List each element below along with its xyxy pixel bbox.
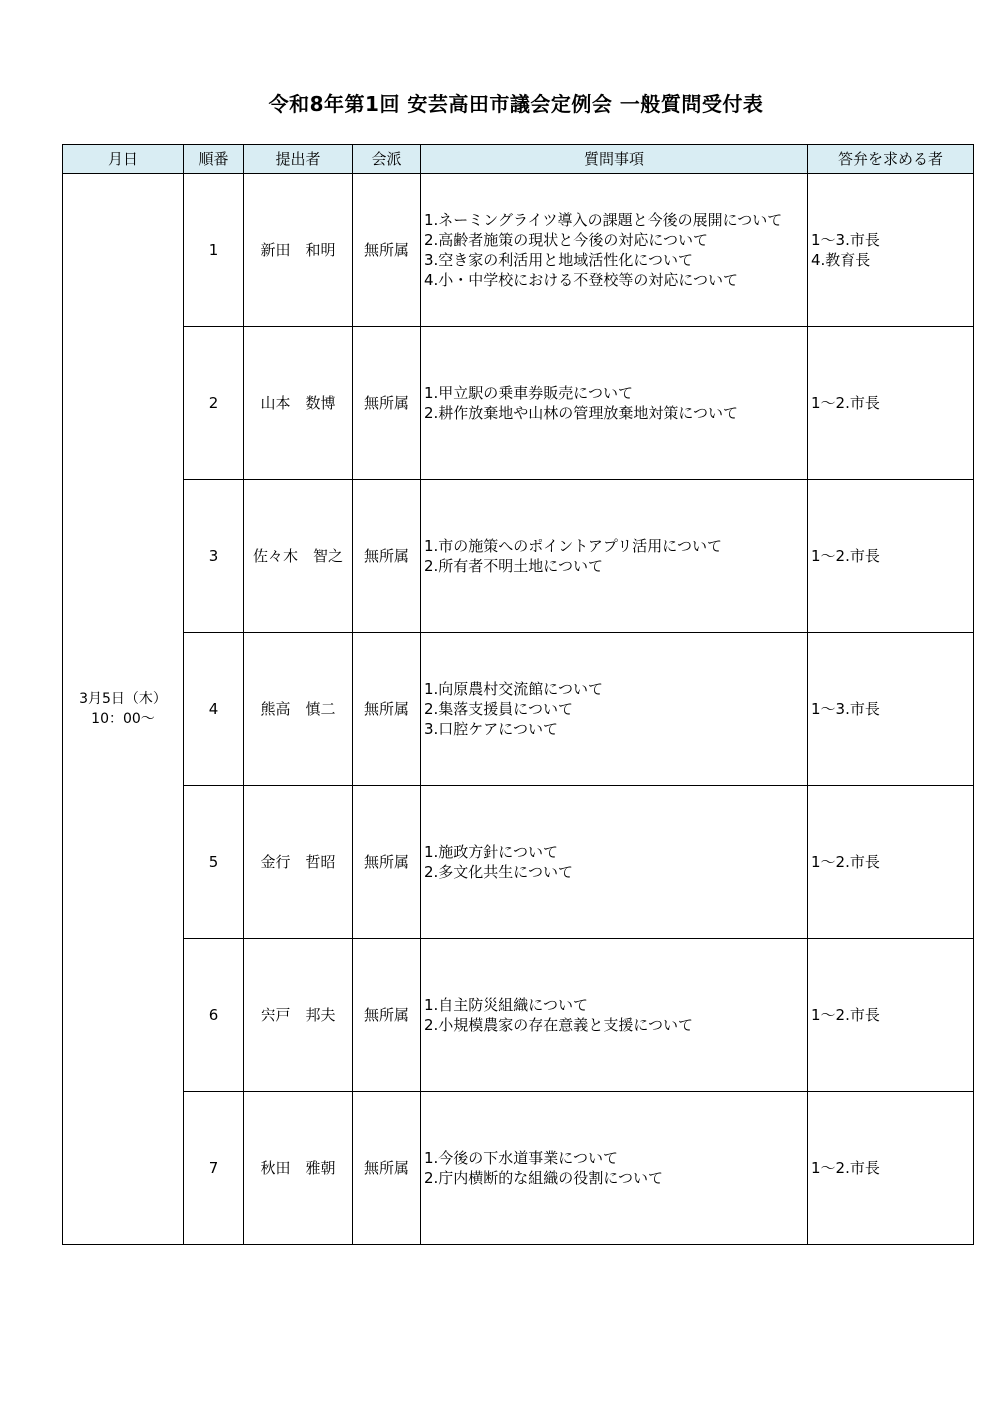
question-item: 1.施政方針について [424, 843, 559, 861]
question-items-cell [421, 633, 808, 786]
table-row [63, 327, 974, 480]
header-submitter: 提出者 [244, 145, 353, 174]
faction-cell: 無所属 [353, 939, 421, 1092]
order-cell: 3 [184, 480, 244, 633]
order-cell: 4 [184, 633, 244, 786]
order-cell: 5 [184, 786, 244, 939]
respondent: 4.教育長 [811, 251, 871, 269]
question-items-cell [421, 174, 808, 327]
respondents-cell [808, 786, 974, 939]
question-item: 2.集落支援員について [424, 700, 574, 718]
submitter-name: 宍戸 邦夫 [244, 939, 353, 1092]
table-row [63, 633, 974, 786]
faction-cell: 無所属 [353, 1092, 421, 1245]
submitter-name: 新田 和明 [244, 174, 353, 327]
submitter-name: 佐々木 智之 [244, 480, 353, 633]
question-item: 4.小・中学校における不登校等の対応について [424, 271, 739, 289]
question-item: 2.庁内横断的な組織の役割について [424, 1169, 664, 1187]
respondent: 1～2.市長 [811, 1006, 880, 1024]
table-row [63, 1092, 974, 1245]
respondent: 1～3.市長 [811, 700, 880, 718]
respondents-cell [808, 327, 974, 480]
respondent: 1～2.市長 [811, 853, 880, 871]
respondents-cell [808, 939, 974, 1092]
header-order: 順番 [184, 145, 244, 174]
question-item: 1.向原農村交流館について [424, 680, 604, 698]
question-item: 2.高齢者施策の現状と今後の対応について [424, 231, 709, 249]
question-items-cell [421, 786, 808, 939]
respondent: 1～2.市長 [811, 394, 880, 412]
question-item: 1.ネーミングライツ導入の課題と今後の展開について [424, 211, 783, 229]
respondents-cell [808, 174, 974, 327]
faction-cell: 無所属 [353, 633, 421, 786]
question-items-cell [421, 480, 808, 633]
table-row [63, 480, 974, 633]
submitter-name: 山本 数博 [244, 327, 353, 480]
question-item: 2.耕作放棄地や山林の管理放棄地対策について [424, 404, 739, 422]
question-item: 3.空き家の利活用と地域活性化について [424, 251, 694, 269]
faction-cell: 無所属 [353, 480, 421, 633]
order-cell: 1 [184, 174, 244, 327]
question-item: 1.自主防災組織について [424, 996, 589, 1014]
submitter-name: 熊高 慎二 [244, 633, 353, 786]
question-item: 2.小規模農家の存在意義と支援について [424, 1016, 694, 1034]
header-faction: 会派 [353, 145, 421, 174]
question-item: 2.多文化共生について [424, 863, 574, 881]
faction-cell: 無所属 [353, 786, 421, 939]
header-row [63, 145, 974, 174]
question-item: 1.甲立駅の乗車券販売について [424, 384, 634, 402]
question-item: 1.今後の下水道事業について [424, 1149, 619, 1167]
submitter-name: 金行 哲昭 [244, 786, 353, 939]
table-row [63, 174, 974, 327]
respondent: 1～2.市長 [811, 1159, 880, 1177]
table-row [63, 786, 974, 939]
question-items-cell [421, 1092, 808, 1245]
faction-cell: 無所属 [353, 174, 421, 327]
order-cell: 7 [184, 1092, 244, 1245]
respondent: 1～2.市長 [811, 547, 880, 565]
question-items-cell [421, 327, 808, 480]
header-respondents: 答弁を求める者 [808, 145, 974, 174]
respondents-cell [808, 480, 974, 633]
date-cell [63, 174, 184, 1245]
document-title: 令和8年第1回 安芸高田市議会定例会 一般質問受付表 [268, 92, 764, 116]
respondents-cell [808, 633, 974, 786]
date-time: 10：00～ [91, 711, 155, 727]
faction-cell: 無所属 [353, 327, 421, 480]
question-item: 2.所有者不明土地について [424, 557, 604, 575]
header-date: 月日 [63, 145, 184, 174]
respondents-cell [808, 1092, 974, 1245]
respondent: 1～3.市長 [811, 231, 880, 249]
question-item: 1.市の施策へのポイントアプリ活用について [424, 537, 722, 555]
header-items: 質問事項 [421, 145, 808, 174]
order-cell: 2 [184, 327, 244, 480]
submitter-name: 秋田 雅朝 [244, 1092, 353, 1245]
question-items-cell [421, 939, 808, 1092]
question-item: 3.口腔ケアについて [424, 720, 559, 738]
table-row [63, 939, 974, 1092]
order-cell: 6 [184, 939, 244, 1092]
question-table [62, 144, 974, 1245]
date-day: 3月5日（木） [79, 691, 167, 707]
